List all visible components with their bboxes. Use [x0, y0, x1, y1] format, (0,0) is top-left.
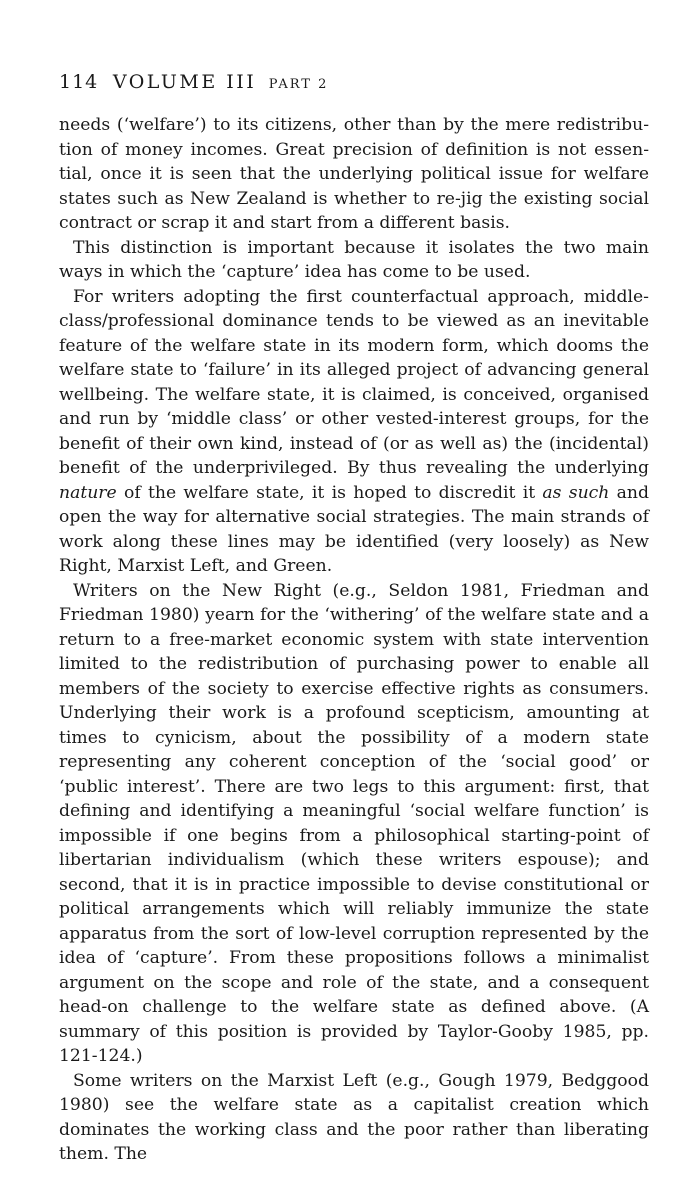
paragraph-3-part-c: and open the way for alternative social strategies. The main strands of work along these lines may be identified (very loosely) as New Right, Marxist Left, and Green. — [59, 482, 649, 576]
paragraph-4: Writers on the New Right (e.g., Seldon 1981, Friedman and Friedman 1980) yearn for the ‘withering’ of the welfare state and a return to a free-market economic system with state intervention limited to the redistribution of purchasing power to enable all members of the society to exercise effective rights as consumers. Underlying their work is a profound scepticism, amounting at times to cynicism, about the possibility of a modern state representing any coherent conception of the ‘social good’ or ‘public interest’. There are two legs to this argument: first, that defining and identifying a meaningful ‘social welfare function’ is impossible if one begins from a philosophical starting-point of libertarian individualism (which these writers espouse); and second, that it is in practice impossible to devise constitutional or political arrangements which will reliably immunize the state apparatus from the sort of low-level corruption represented by the idea of ‘capture’. From these propositions follows a minimalist argument on the scope and role of the state, and a consequent head-on challenge to the welfare state as defined above. (A summary of this position is provided by Taylor-Gooby 1985, pp. 121-124.) — [59, 580, 649, 1066]
paragraph-3-part-b: of the welfare state, it is hoped to discredit it — [123, 482, 536, 503]
body-text — [59, 113, 649, 1167]
paragraph-3 — [59, 285, 649, 579]
emphasis-as-such: as such — [542, 482, 610, 503]
emphasis-nature: nature — [59, 482, 117, 503]
paragraph-3-part-a: For writers adopting the first counterfactual approach, middle-class/professional dominance tends to be viewed as an inevitable feature of the welfare state in its modern form, which dooms the welfare state to ‘failure’ in its alleged project of advancing general wellbeing. The welfare state, it is claimed, is conceived, organised and run by ‘middle class’ or other vested-interest groups, for the benefit of their own kind, instead of (or as well as) the (incidental) benefit of the underprivileged. By thus revealing the underlying — [59, 286, 649, 478]
paragraph-2: This distinction is important because it isolates the two main ways in which the ‘capture’ idea has come to be used. — [59, 237, 649, 282]
page-number: 114 — [59, 71, 99, 93]
paragraph-1: needs (‘welfare’) to its citizens, other than by the mere redistribution of money incomes. Great precision of definition is not essential, once it is seen that the underlying political issue for welfare states such as New Zealand is whether to re-jig the existing social contract or scrap it and start from a different basis. — [59, 115, 649, 233]
part-label: PART 2 — [268, 77, 329, 92]
running-head — [59, 70, 649, 97]
book-page — [59, 70, 649, 1167]
volume-label: VOLUME III — [112, 71, 257, 93]
paragraph-5: Some writers on the Marxist Left (e.g., Gough 1979, Bedggood 1980) see the welfare state as a capitalist creation which dominates the working class and the poor rather than liberating them. The — [59, 1070, 649, 1164]
